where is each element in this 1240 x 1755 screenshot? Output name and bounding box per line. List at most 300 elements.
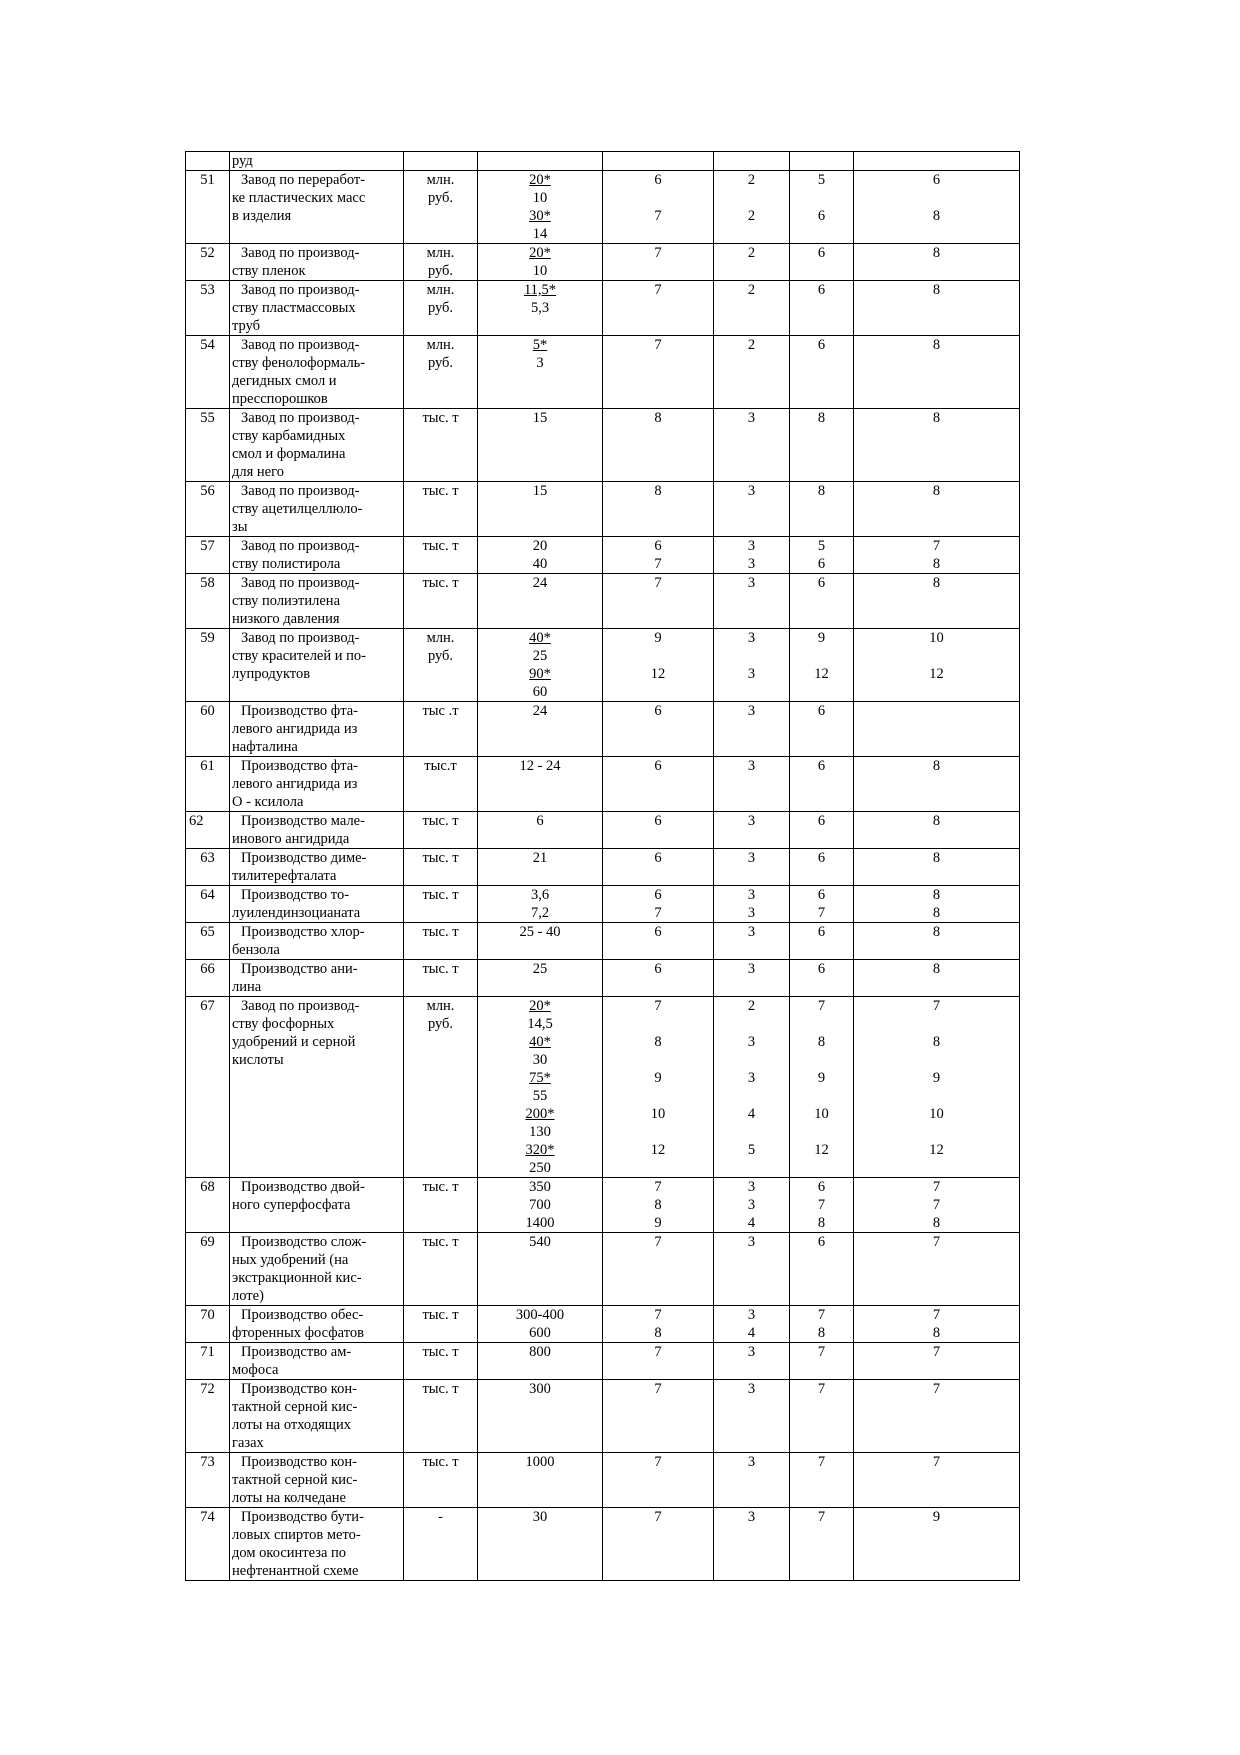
value-line [855, 189, 1018, 207]
row-number-cell: 60 [186, 702, 230, 757]
value-cell-col7 [790, 960, 854, 997]
value-line: 4 [747, 1325, 756, 1341]
object-name-cell [230, 409, 404, 482]
value-cell-col5 [603, 1453, 714, 1508]
value-line: 3 [747, 483, 756, 499]
row-number-cell: 73 [186, 1453, 230, 1508]
capacity-value: 15 [532, 410, 548, 426]
unit-line: - [438, 1509, 443, 1525]
capacity-value: 7,2 [530, 905, 550, 921]
value-line: 7 [817, 905, 826, 921]
value-line [604, 1051, 712, 1069]
capacity-cell [478, 923, 603, 960]
value-line: 7 [654, 245, 662, 261]
value-cell-col6 [714, 997, 790, 1178]
object-name-line: ству полистирола [232, 556, 341, 572]
object-name-line: удобрений и серной [232, 1034, 356, 1050]
value-line [715, 189, 788, 207]
unit-line: тыс. т [422, 410, 459, 426]
capacity-value: 30 [532, 1509, 548, 1525]
value-cell-col5 [603, 960, 714, 997]
object-name-cell [230, 1508, 404, 1581]
object-name-cell [230, 812, 404, 849]
unit-cell [404, 629, 478, 702]
unit-line: тыс. т [422, 1307, 459, 1323]
capacity-value: 540 [529, 1234, 551, 1250]
unit-cell [404, 152, 478, 171]
unit-cell [404, 923, 478, 960]
value-line: 6 [817, 924, 826, 940]
value-line: 7 [817, 1197, 826, 1213]
value-line: 4 [747, 1106, 756, 1122]
object-name-line: Завод по производ- [241, 998, 360, 1014]
value-line: 6 [654, 924, 662, 940]
value-line: 12 [650, 1142, 666, 1158]
object-name-line: мофоса [232, 1362, 279, 1378]
value-line: 6 [817, 245, 826, 261]
row-number-cell: 66 [186, 960, 230, 997]
capacity-cell [478, 1380, 603, 1453]
value-cell-col8 [854, 886, 1020, 923]
unit-cell [404, 1306, 478, 1343]
value-line [715, 1015, 788, 1033]
value-line: 8 [817, 410, 826, 426]
row-number-cell: 71 [186, 1343, 230, 1380]
value-line: 3 [747, 556, 756, 572]
object-name-line: ству ацетилцеллюло- [232, 501, 363, 517]
value-line: 3 [747, 630, 756, 646]
capacity-cell [478, 281, 603, 336]
value-line: 8 [932, 850, 941, 866]
value-line [791, 1015, 852, 1033]
value-cell-col7 [790, 244, 854, 281]
value-cell-col6 [714, 1453, 790, 1508]
capacity-value: 40 [532, 556, 548, 572]
table-row [186, 574, 1020, 629]
value-line: 5 [747, 1142, 756, 1158]
value-line: 9 [932, 1070, 941, 1086]
value-line: 3 [747, 1344, 756, 1360]
unit-line: тыс. т [422, 1344, 459, 1360]
value-line: 8 [932, 208, 941, 224]
value-cell-col7 [790, 1508, 854, 1581]
value-cell-col6 [714, 960, 790, 997]
object-name-line: руд [232, 153, 253, 169]
value-line: 3 [747, 924, 756, 940]
value-line: 8 [817, 1215, 826, 1231]
capacity-cell [478, 574, 603, 629]
unit-cell [404, 960, 478, 997]
value-cell-col5 [603, 537, 714, 574]
value-line: 6 [654, 172, 662, 188]
table-row [186, 1508, 1020, 1581]
capacity-value: 60 [532, 684, 548, 700]
value-line: 6 [817, 813, 826, 829]
value-line: 8 [932, 1325, 941, 1341]
object-name-line: инового ангидрида [232, 831, 350, 847]
value-line: 3 [747, 1381, 756, 1397]
object-name-line: Завод по производ- [241, 575, 360, 591]
unit-line: тыс. т [422, 961, 459, 977]
unit-cell [404, 812, 478, 849]
object-name-line: лина [232, 979, 262, 995]
capacity-cell [478, 702, 603, 757]
unit-line: тыс. т [422, 1179, 459, 1195]
row-number-cell: 61 [186, 757, 230, 812]
unit-cell [404, 1343, 478, 1380]
object-name-line: труб [232, 318, 261, 334]
value-line: 7 [932, 1234, 941, 1250]
table-row [186, 1306, 1020, 1343]
value-line: 3 [747, 1197, 756, 1213]
object-name-line: лупродуктов [232, 666, 311, 682]
value-cell-col6 [714, 537, 790, 574]
row-number-cell: 53 [186, 281, 230, 336]
value-line: 6 [654, 850, 662, 866]
value-cell-col7 [790, 1233, 854, 1306]
data-table [185, 151, 1020, 1581]
object-name-line: дегидных смол и [232, 373, 337, 389]
unit-cell [404, 482, 478, 537]
object-name-cell [230, 757, 404, 812]
capacity-value: 10 [532, 190, 548, 206]
unit-cell [404, 1233, 478, 1306]
object-name-line: Завод по производ- [241, 538, 360, 554]
capacity-value: 320* [525, 1142, 555, 1158]
value-line: 8 [932, 961, 941, 977]
object-name-line: ловых спиртов мето- [232, 1527, 361, 1543]
value-cell-col7 [790, 629, 854, 702]
object-name-line: Производство кон- [241, 1381, 357, 1397]
object-name-line: пресспорошков [232, 391, 328, 407]
value-line: 2 [747, 337, 756, 353]
value-cell-col7 [790, 886, 854, 923]
object-name-line: луилендинзоцианата [232, 905, 361, 921]
value-line: 3 [747, 905, 756, 921]
table-row [186, 336, 1020, 409]
value-cell-col6 [714, 1233, 790, 1306]
object-name-cell [230, 1233, 404, 1306]
object-name-line: ке пластических масс [232, 190, 366, 206]
unit-line: тыс. т [422, 850, 459, 866]
value-cell-col6 [714, 281, 790, 336]
object-name-line: лоте) [232, 1288, 264, 1304]
value-cell-col8 [854, 923, 1020, 960]
value-line: 2 [747, 208, 756, 224]
capacity-cell [478, 171, 603, 244]
value-line: 7 [817, 1381, 826, 1397]
value-line: 3 [747, 1179, 756, 1195]
value-cell-col6 [714, 171, 790, 244]
object-name-line: Производство обес- [241, 1307, 364, 1323]
unit-cell [404, 1380, 478, 1453]
value-cell-col7 [790, 812, 854, 849]
value-cell-col6 [714, 409, 790, 482]
object-name-line: лоты на отходящих [232, 1417, 351, 1433]
value-line [855, 1123, 1018, 1141]
value-line: 7 [932, 1344, 941, 1360]
object-name-line: ству карбамидных [232, 428, 346, 444]
unit-line: млн. [426, 245, 455, 261]
table-row [186, 997, 1020, 1178]
object-name-line: тактной серной кис- [232, 1399, 358, 1415]
value-cell-col7 [790, 1178, 854, 1233]
value-line: 7 [932, 1197, 941, 1213]
unit-line: тыс. т [422, 1454, 459, 1470]
value-cell-col6 [714, 1306, 790, 1343]
capacity-value: 5,3 [530, 300, 550, 316]
value-line: 8 [932, 575, 941, 591]
value-cell-col8 [854, 1508, 1020, 1581]
value-line: 2 [747, 245, 756, 261]
value-cell-col6 [714, 574, 790, 629]
value-line: 6 [817, 703, 826, 719]
value-line: 7 [654, 1381, 662, 1397]
value-line: 9 [654, 1070, 662, 1086]
value-line [791, 1051, 852, 1069]
object-name-line: Производство фта- [241, 703, 358, 719]
capacity-value: 20* [529, 172, 551, 188]
unit-line: руб. [427, 355, 454, 371]
value-line: 8 [932, 1215, 941, 1231]
value-line [855, 1015, 1018, 1033]
row-number-cell: 51 [186, 171, 230, 244]
value-line: 7 [654, 282, 662, 298]
value-cell-col8 [854, 281, 1020, 336]
object-name-line: газах [232, 1435, 264, 1451]
object-name-line: нефтенантной схеме [232, 1563, 359, 1579]
value-line: 6 [817, 850, 826, 866]
object-name-line: тилитерефталата [232, 868, 337, 884]
object-name-line: нафталина [232, 739, 298, 755]
value-line [604, 189, 712, 207]
object-name-line: тактной серной кис- [232, 1472, 358, 1488]
value-line: 6 [817, 556, 826, 572]
unit-line: тыс. т [422, 1234, 459, 1250]
object-name-cell [230, 336, 404, 409]
value-line: 7 [654, 556, 662, 572]
capacity-cell [478, 1233, 603, 1306]
capacity-value: 11,5* [523, 282, 557, 298]
value-cell-col7 [790, 409, 854, 482]
value-cell-col6 [714, 702, 790, 757]
value-line: 9 [654, 1215, 662, 1231]
capacity-value: 25 [532, 961, 548, 977]
value-line: 9 [932, 1509, 941, 1525]
object-name-line: левого ангидрида из [232, 721, 358, 737]
value-line: 3 [747, 850, 756, 866]
value-line: 3 [747, 575, 756, 591]
value-line: 3 [747, 410, 756, 426]
value-cell-col8 [854, 574, 1020, 629]
value-line: 3 [747, 1509, 756, 1525]
object-name-line: Производство то- [241, 887, 350, 903]
table-row [186, 482, 1020, 537]
value-line: 7 [654, 1307, 662, 1323]
value-cell-col8 [854, 1178, 1020, 1233]
value-line: 2 [747, 172, 756, 188]
value-cell-col8 [854, 1343, 1020, 1380]
object-name-line: смол и формалина [232, 446, 346, 462]
value-line [604, 1123, 712, 1141]
value-line: 6 [654, 538, 662, 554]
unit-line: млн. [426, 282, 455, 298]
value-cell-col5 [603, 152, 714, 171]
row-number-cell: 56 [186, 482, 230, 537]
capacity-value: 300-400 [515, 1307, 565, 1323]
object-name-line: ству пластмассовых [232, 300, 356, 316]
unit-line: млн. [426, 630, 455, 646]
capacity-value: 3,6 [530, 887, 550, 903]
capacity-value: 40* [529, 1034, 551, 1050]
capacity-cell [478, 849, 603, 886]
value-cell-col6 [714, 886, 790, 923]
value-line: 8 [932, 758, 941, 774]
capacity-cell [478, 1508, 603, 1581]
value-cell-col8 [854, 409, 1020, 482]
value-cell-col5 [603, 757, 714, 812]
value-cell-col6 [714, 1178, 790, 1233]
value-line: 8 [654, 1034, 662, 1050]
unit-line: млн. [426, 998, 455, 1014]
value-line: 7 [654, 1454, 662, 1470]
value-line [604, 1015, 712, 1033]
unit-cell [404, 336, 478, 409]
value-cell-col6 [714, 1380, 790, 1453]
value-cell-col5 [603, 812, 714, 849]
value-line: 3 [747, 813, 756, 829]
unit-cell [404, 1508, 478, 1581]
object-name-line: бензола [232, 942, 280, 958]
value-cell-col6 [714, 482, 790, 537]
row-number-cell: 70 [186, 1306, 230, 1343]
value-line: 6 [654, 703, 662, 719]
value-line: 5 [817, 172, 826, 188]
object-name-cell [230, 886, 404, 923]
row-number-cell: 64 [186, 886, 230, 923]
unit-line: тыс.т [424, 758, 457, 774]
capacity-value: 20* [529, 245, 551, 261]
value-cell-col8 [854, 849, 1020, 886]
row-number-cell: 72 [186, 1380, 230, 1453]
value-line [715, 1087, 788, 1105]
row-number-cell: 67 [186, 997, 230, 1178]
value-line: 9 [817, 630, 826, 646]
table-row [186, 923, 1020, 960]
object-name-line: ству фосфорных [232, 1016, 335, 1032]
capacity-cell [478, 537, 603, 574]
value-line: 8 [932, 887, 941, 903]
value-cell-col7 [790, 152, 854, 171]
object-name-cell [230, 960, 404, 997]
table-row [186, 960, 1020, 997]
value-line: 9 [654, 630, 662, 646]
value-cell-col6 [714, 336, 790, 409]
object-name-cell [230, 1343, 404, 1380]
object-name-cell [230, 1178, 404, 1233]
value-cell-col8 [854, 997, 1020, 1178]
value-line: 6 [654, 813, 662, 829]
value-line: 3 [747, 1307, 756, 1323]
object-name-line: Завод по производ- [241, 337, 360, 353]
capacity-cell [478, 336, 603, 409]
value-line: 3 [747, 758, 756, 774]
capacity-value: 300 [529, 1381, 551, 1397]
value-line: 6 [817, 961, 826, 977]
object-name-line: Производство бути- [241, 1509, 364, 1525]
row-number-cell: 54 [186, 336, 230, 409]
object-name-line: ству красителей и по- [232, 648, 366, 664]
table-row [186, 702, 1020, 757]
capacity-value: 700 [529, 1197, 551, 1213]
object-name-line: Завод по производ- [241, 483, 360, 499]
object-name-cell [230, 629, 404, 702]
unit-line: руб. [427, 1016, 454, 1032]
capacity-value: 40* [529, 630, 551, 646]
value-line: 7 [817, 998, 826, 1014]
value-line [855, 647, 1018, 665]
capacity-value: 10 [532, 263, 548, 279]
unit-cell [404, 757, 478, 812]
value-line: 7 [654, 337, 662, 353]
capacity-value: 5* [532, 337, 548, 353]
value-cell-col8 [854, 702, 1020, 757]
object-name-line: Производство диме- [241, 850, 367, 866]
capacity-cell [478, 1306, 603, 1343]
capacity-value: 6 [536, 813, 544, 829]
capacity-cell [478, 997, 603, 1178]
object-name-line: Завод по производ- [241, 282, 360, 298]
value-line: 8 [654, 1197, 662, 1213]
value-line: 12 [929, 1142, 944, 1158]
value-line: 8 [932, 556, 941, 572]
value-cell-col8 [854, 244, 1020, 281]
value-cell-col5 [603, 574, 714, 629]
unit-cell [404, 1453, 478, 1508]
value-line [715, 647, 788, 665]
object-name-line: Завод по производ- [241, 245, 360, 261]
unit-line: руб. [427, 263, 454, 279]
object-name-line: Завод по производ- [241, 630, 360, 646]
value-cell-col8 [854, 960, 1020, 997]
object-name-line: Производство фта- [241, 758, 358, 774]
unit-line: тыс. т [422, 483, 459, 499]
object-name-line: левого ангидрида из [232, 776, 358, 792]
row-number-cell: 57 [186, 537, 230, 574]
object-name-cell [230, 1306, 404, 1343]
value-line: 3 [747, 666, 756, 682]
object-name-line: Производство двой- [241, 1179, 365, 1195]
object-name-cell [230, 171, 404, 244]
object-name-line: экстракционной кис- [232, 1270, 362, 1286]
capacity-value: 30* [529, 208, 551, 224]
capacity-value: 20 [532, 538, 548, 554]
value-cell-col8 [854, 812, 1020, 849]
value-line: 7 [654, 1179, 662, 1195]
value-line: 8 [817, 1034, 826, 1050]
value-cell-col7 [790, 923, 854, 960]
value-cell-col7 [790, 702, 854, 757]
value-cell-col8 [854, 336, 1020, 409]
value-line: 12 [814, 1142, 829, 1158]
capacity-cell [478, 409, 603, 482]
object-name-line: Производство слож- [241, 1234, 367, 1250]
value-line: 8 [654, 410, 662, 426]
value-line [715, 1123, 788, 1141]
object-name-cell [230, 281, 404, 336]
capacity-cell [478, 482, 603, 537]
unit-cell [404, 1178, 478, 1233]
